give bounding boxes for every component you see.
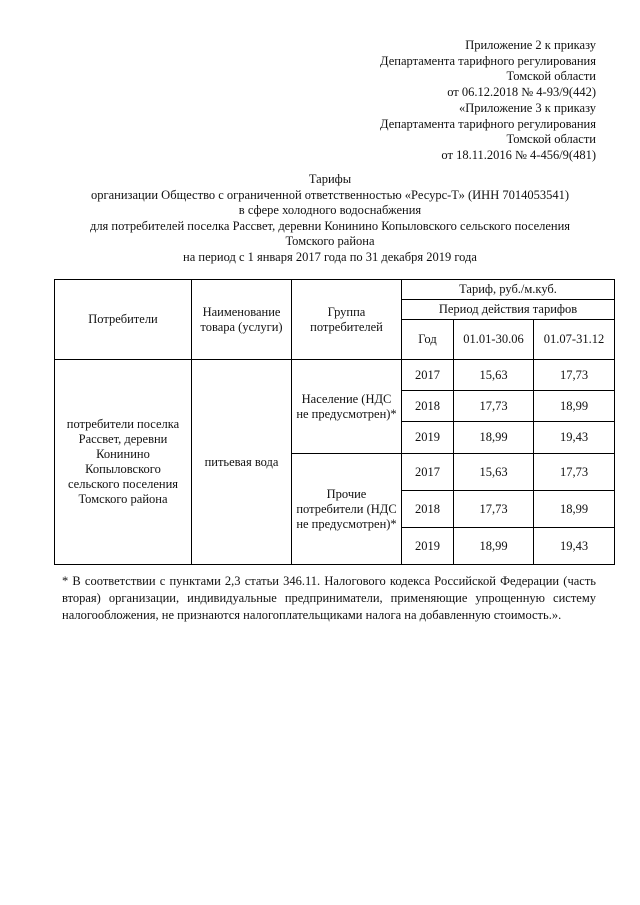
annex-line: Томской области [506, 69, 596, 83]
table-header-row [55, 280, 615, 300]
tariff-cell: 18,99 [534, 391, 615, 422]
footnote: * В соответствии с пунктами 2,3 статьи 346.11. Налогового кодекса Российской Федерации (часть вторая) организации, индивидуальные предприниматели, применяющие упрощенную систему налогообложения, не признаются налогоплательщиками налога на добавленную стоимость.». [62, 574, 596, 622]
group-cell: Прочие потребители (НДС не предусмотрен)* [292, 454, 402, 565]
tariff-cell: 15,63 [454, 454, 534, 491]
consumers-cell: потребители поселка Рассвет, деревни Конинино Копыловского сельского поселения Томского района [55, 360, 192, 565]
tariff-table [54, 279, 615, 565]
header-year: Год [402, 320, 454, 360]
title-line: на период с 1 января 2017 года по 31 декабря 2019 года [183, 249, 477, 264]
title-line: в сфере холодного водоснабжения [238, 203, 422, 217]
title-line: для потребителей поселка Рассвет, деревни Конинино Копыловского сельского поселения [89, 218, 571, 233]
year-cell: 2018 [402, 491, 454, 528]
title-line: Томского района [285, 234, 375, 248]
title-line: организации Общество с ограниченной ответственностью «Ресурс-Т» (ИНН 7014053541) [90, 187, 570, 202]
tariff-cell: 18,99 [454, 422, 534, 454]
annex-line: Приложение 2 к приказу [465, 38, 596, 52]
header-consumers: Потребители [55, 280, 192, 360]
product-cell: питьевая вода [192, 360, 292, 565]
year-cell: 2017 [402, 454, 454, 491]
year-cell: 2018 [402, 391, 454, 422]
year-cell: 2019 [402, 422, 454, 454]
annex-header-current [380, 38, 596, 100]
header-period-1: 01.01-30.06 [454, 320, 534, 360]
annex-line: от 18.11.2016 № 4-456/9(481) [441, 147, 596, 162]
tariff-cell: 17,73 [534, 360, 615, 391]
tariff-cell: 18,99 [454, 528, 534, 565]
annex-header-previous [380, 101, 596, 163]
document-title [50, 172, 610, 265]
header-group: Группа потребителей [292, 280, 402, 360]
header-period: Период действия тарифов [402, 300, 615, 320]
annex-line: «Приложение 3 к приказу [458, 101, 596, 115]
annex-line: Департамента тарифного регулирования [380, 116, 596, 131]
tariff-cell: 17,73 [454, 491, 534, 528]
header-period-2: 01.07-31.12 [534, 320, 615, 360]
group-cell: Население (НДС не предусмотрен)* [292, 360, 402, 454]
tariff-cell: 18,99 [534, 491, 615, 528]
header-tariff: Тариф, руб./м.куб. [402, 280, 615, 300]
tariff-cell: 19,43 [534, 422, 615, 454]
tariff-cell: 19,43 [534, 528, 615, 565]
table-row [55, 360, 615, 391]
year-cell: 2019 [402, 528, 454, 565]
annex-line: Томской области [506, 132, 596, 146]
title-line: Тарифы [308, 172, 352, 186]
year-cell: 2017 [402, 360, 454, 391]
tariff-cell: 17,73 [454, 391, 534, 422]
tariff-cell: 17,73 [534, 454, 615, 491]
tariff-cell: 15,63 [454, 360, 534, 391]
header-product: Наименование товара (услуги) [192, 280, 292, 360]
annex-line: от 06.12.2018 № 4-93/9(442) [447, 84, 596, 99]
annex-line: Департамента тарифного регулирования [380, 53, 596, 68]
